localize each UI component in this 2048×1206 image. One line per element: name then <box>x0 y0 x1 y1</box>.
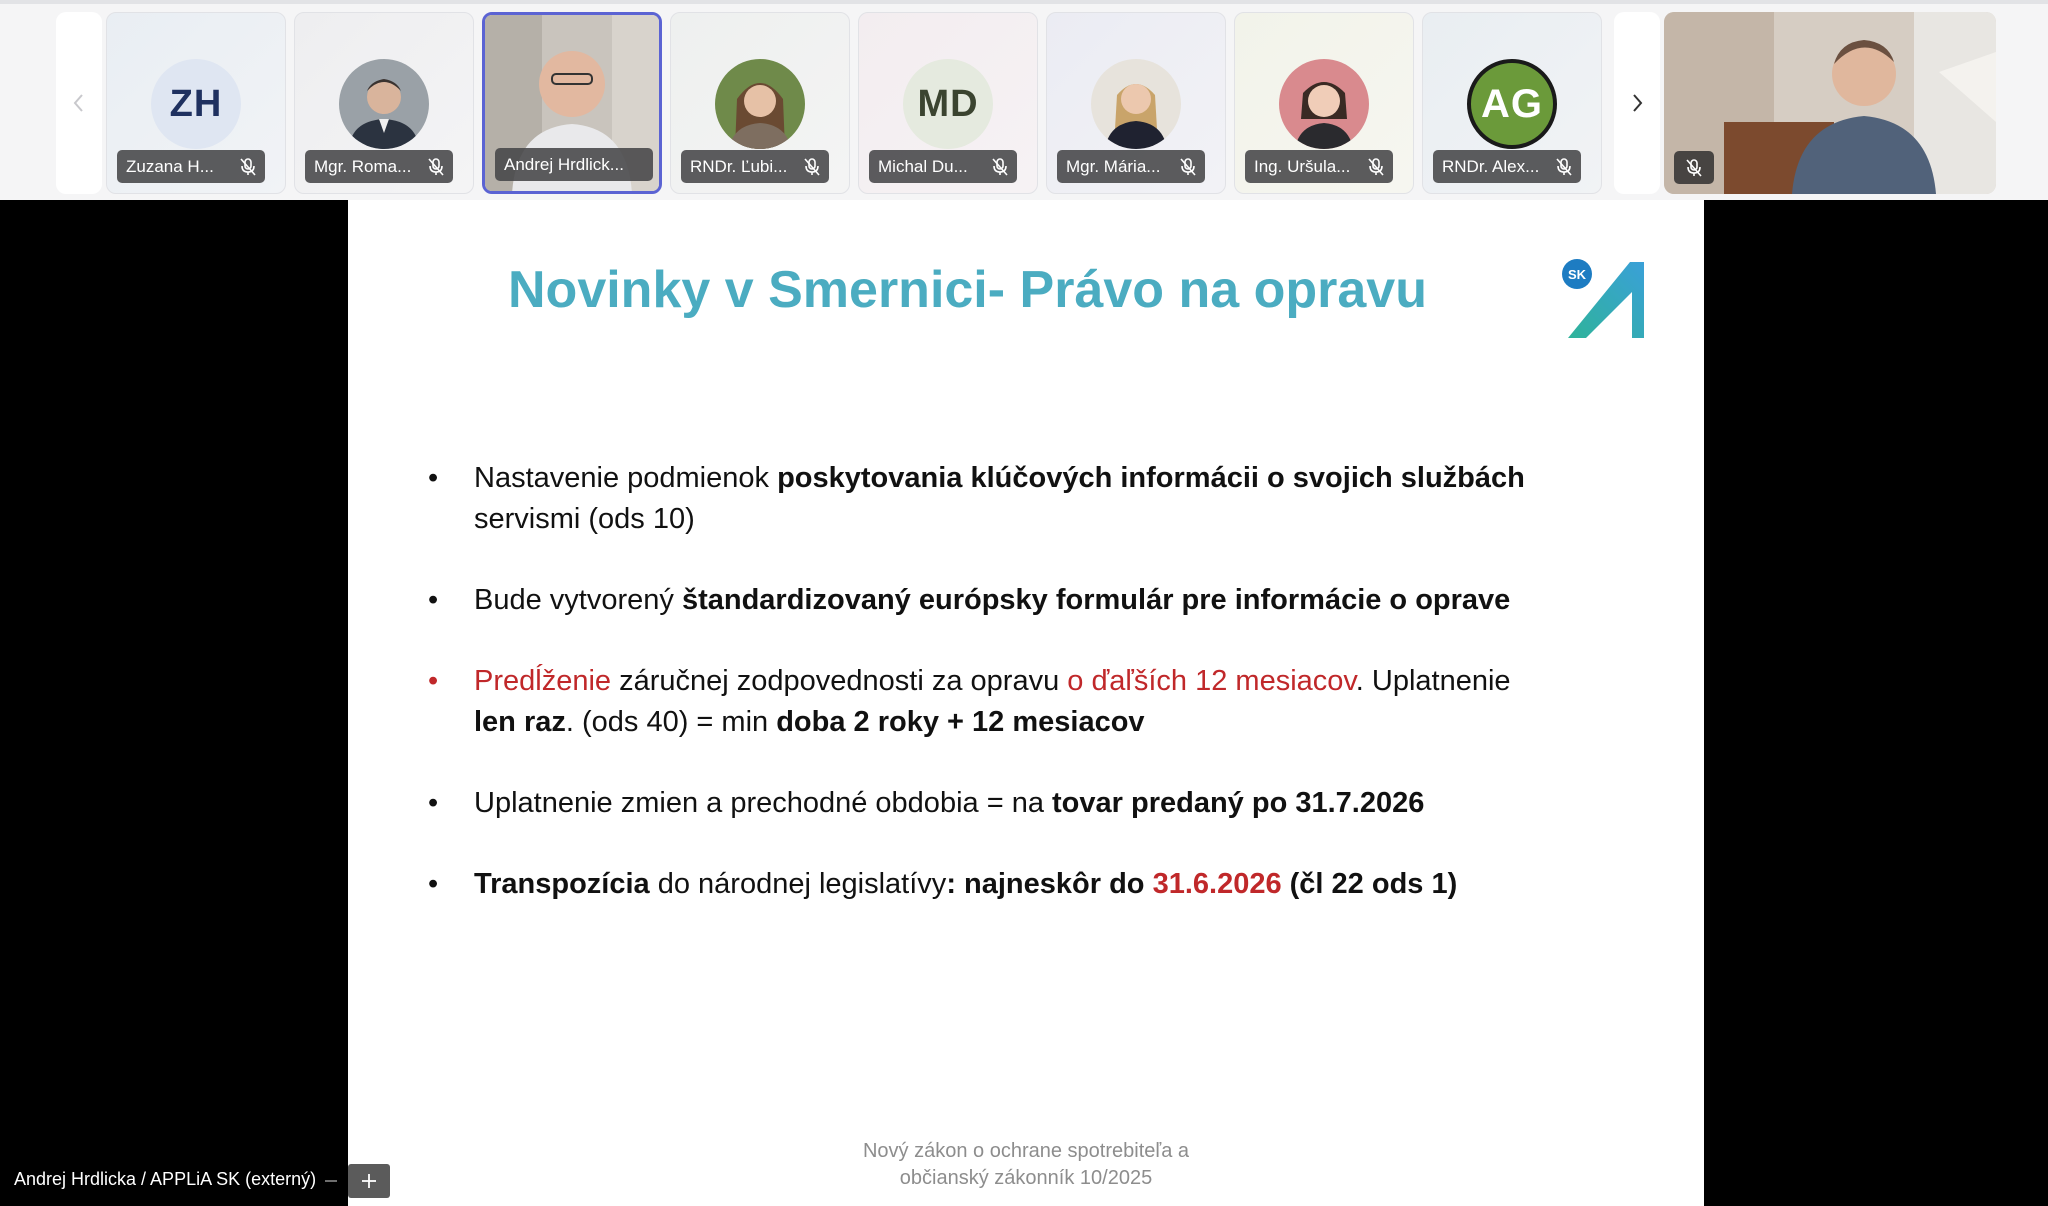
participant-name-pill <box>495 148 653 181</box>
mic-muted-icon <box>795 150 829 183</box>
zoom-out-button[interactable] <box>318 1166 344 1196</box>
chevron-right-icon <box>1628 92 1646 114</box>
avatar <box>715 59 805 149</box>
plus-icon <box>360 1172 378 1190</box>
bullet-text: . (ods 40) = min <box>565 706 777 738</box>
participant-tile[interactable] <box>1234 12 1414 194</box>
bullet-dot: • <box>428 462 439 494</box>
mic-muted-icon <box>1685 158 1703 178</box>
participant-name: Michal Du... <box>878 156 968 176</box>
strip-top-border <box>0 0 2048 4</box>
participant-name-pill <box>681 150 829 183</box>
bullet-text: . Uplatnenie <box>1355 665 1511 697</box>
minus-icon <box>323 1173 339 1189</box>
avatar <box>339 59 429 149</box>
bullet-text-red: o ďaľších 12 mesiacov <box>1067 665 1356 697</box>
bullet-text: Uplatnenie zmien a prechodné obdobia = na <box>474 787 1053 819</box>
zoom-in-button[interactable] <box>348 1164 390 1198</box>
bullet-item <box>428 458 1618 540</box>
bullet-text: Bude vytvorený <box>474 584 682 616</box>
bullet-text: do národnej legislatívy <box>649 868 947 900</box>
bullet-text-red: 31.6.2026 <box>1152 868 1282 900</box>
shared-slide <box>348 200 1704 1206</box>
avatar <box>1091 59 1181 149</box>
bullet-dot: • <box>428 868 439 900</box>
participant-tile[interactable] <box>858 12 1038 194</box>
bullet-text-bold: tovar predaný po 31.7.2026 <box>1052 787 1425 819</box>
bullet-text: Nastavenie podmienok <box>474 462 778 494</box>
bullet-text-bold: doba 2 roky + 12 mesiacov <box>776 706 1145 738</box>
slide-footer <box>348 1138 1704 1192</box>
footer-line: občianský zákonník 10/2025 <box>899 1167 1153 1189</box>
bullet-dot: • <box>428 665 439 697</box>
self-video-tile[interactable] <box>1664 12 1996 194</box>
bullet-item <box>428 783 1618 824</box>
avatar <box>903 59 993 149</box>
bullet-text: servismi (ods 10) <box>474 503 695 535</box>
bullet-text-bold: (čl 22 ods 1) <box>1281 868 1458 900</box>
participant-name: Ing. Uršula... <box>1254 156 1351 176</box>
mic-muted-icon <box>1359 150 1393 183</box>
bullet-item <box>428 661 1618 743</box>
bullet-text-bold: Transpozícia <box>474 868 650 900</box>
logo-badge-text: SK <box>1567 267 1587 282</box>
participant-tile-active[interactable] <box>482 12 662 194</box>
bullet-item <box>428 580 1618 621</box>
self-mic-muted-button[interactable] <box>1674 151 1714 184</box>
participant-name: RNDr. Alex... <box>1442 156 1540 176</box>
participant-name-pill <box>1057 150 1205 183</box>
avatar <box>151 59 241 149</box>
participant-name-pill <box>869 150 1017 183</box>
bullet-text-red: Predĺženie <box>474 665 612 697</box>
bullet-dot: • <box>428 787 439 819</box>
avatar <box>1279 59 1369 149</box>
participant-name-pill <box>1433 150 1581 183</box>
participant-strip <box>0 0 2048 200</box>
avatar-initials: MD <box>917 82 979 125</box>
applia-logo-icon <box>1560 252 1650 342</box>
mic-muted-icon <box>1547 150 1581 183</box>
participant-name: Mgr. Mária... <box>1066 156 1161 176</box>
bullet-text-bold: štandardizovaný európsky formulár pre informácie o oprave <box>681 584 1511 616</box>
participant-tile[interactable] <box>670 12 850 194</box>
bullet-text-bold: : najneskôr do <box>946 868 1153 900</box>
participant-tile[interactable] <box>1046 12 1226 194</box>
participant-tile[interactable] <box>294 12 474 194</box>
prev-page-button[interactable] <box>56 12 102 194</box>
participant-name: Andrej Hrdlick... <box>504 154 624 174</box>
next-page-button[interactable] <box>1614 12 1660 194</box>
slide-title: Novinky v Smernici- Právo na opravu <box>508 261 1427 319</box>
participant-name-pill <box>117 150 265 183</box>
participant-name: Mgr. Roma... <box>314 156 412 176</box>
participant-name: Zuzana H... <box>126 156 214 176</box>
bullet-text-bold: poskytovania klúčových informácii o svojich službách <box>777 462 1525 494</box>
slide-bullet-list <box>428 458 1618 945</box>
footer-line: Nový zákon o ochrane spotrebiteľa a <box>862 1140 1190 1162</box>
chevron-left-icon <box>70 92 88 114</box>
mic-muted-icon <box>1171 150 1205 183</box>
bullet-dot: • <box>428 584 439 616</box>
mic-muted-icon <box>983 150 1017 183</box>
avatar-initials: ZH <box>169 82 223 125</box>
mic-muted-icon <box>419 150 453 183</box>
participant-tile[interactable] <box>1422 12 1602 194</box>
mic-muted-icon <box>231 150 265 183</box>
bullet-item <box>428 864 1618 905</box>
participant-name-pill <box>1245 150 1393 183</box>
avatar-initials: AG <box>1481 81 1543 126</box>
participant-name-pill <box>305 150 453 183</box>
participant-name: RNDr. Ľubi... <box>690 156 788 176</box>
participant-tile[interactable] <box>106 12 286 194</box>
avatar <box>1467 59 1557 149</box>
presenter-label: Andrej Hrdlicka / APPLiA SK (externý) <box>14 1169 317 1189</box>
bullet-text-bold: len raz <box>474 706 566 738</box>
bullet-text: záručnej zodpovednosti za opravu <box>611 665 1068 697</box>
